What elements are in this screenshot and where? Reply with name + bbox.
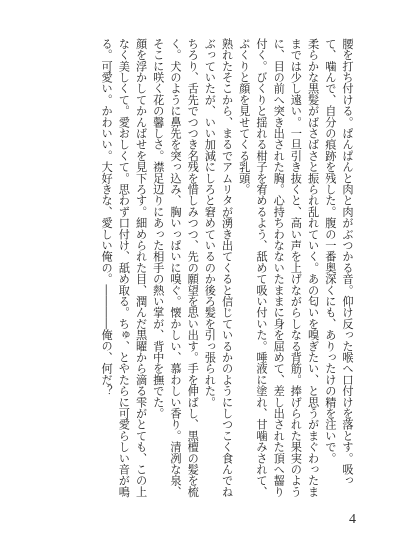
body-text	[26, 38, 356, 498]
page-number: 4	[349, 512, 356, 527]
paragraph-3: 熟れたそこから、まるでアムリタが湧き出てくると信じているかのようにしつこく食んでねぶっていたが、いい加減にしろと窘めているのか後ろ髪を引っ張られた。	[203, 38, 234, 498]
paragraph-2: 柔らかな黒髪がばさばさと振られ乱れていく。あの匂いを嗅ぎたい、と思うがまぐわったままでは少し遠い。一旦引き抜くと、高い声を上げながらしなる背筋。捧げられた果実のように、目の前へ突き出された胸。心持ちわなないたままに身を屈めて、差し出された頂へ齧り付く。びくりと揺れる柑子を宥めるよう、舐めて吸い付いた。唾液に塗れ、甘噛みされて、ぷくりと顔を見せてくる乳頭。	[237, 38, 320, 498]
paragraph-4: ちろり、舌先でつつき名残を惜しみつつ、先の願望を思い出す。手を伸ばし、黒檀の髪を梳く。犬のように鼻先を突っ込み、胸いっぱいに嗅ぐ。懐かしい、慕わしい香り。清冽な泉、そこに咲く花の馨しさ。襟足辺りにあった相手の熱い掌が、背中を撫でた。	[151, 38, 200, 498]
paragraph-5: 顔を浮かしてかんばせを見下ろす。細められた目、潤んだ黒曜から滴る雫がとても、この上なく美しくて。愛おしくて。思わず口付け、舐め取る。ちゅ、とやたらに可愛らしい音が鳴る。可愛い。かわいい。大好きな、愛しい俺の。――――俺の、何だ？	[100, 38, 148, 498]
paragraph-1: 腰を打ち付ける。ぱんぱんと肉と肉がぶつかる音。仰け反った喉へ口付けを落とす。吸って、噛んで、自分の痕跡を残した。腹の一番奥深くにも、ありったけの精を注いで。	[323, 38, 354, 486]
